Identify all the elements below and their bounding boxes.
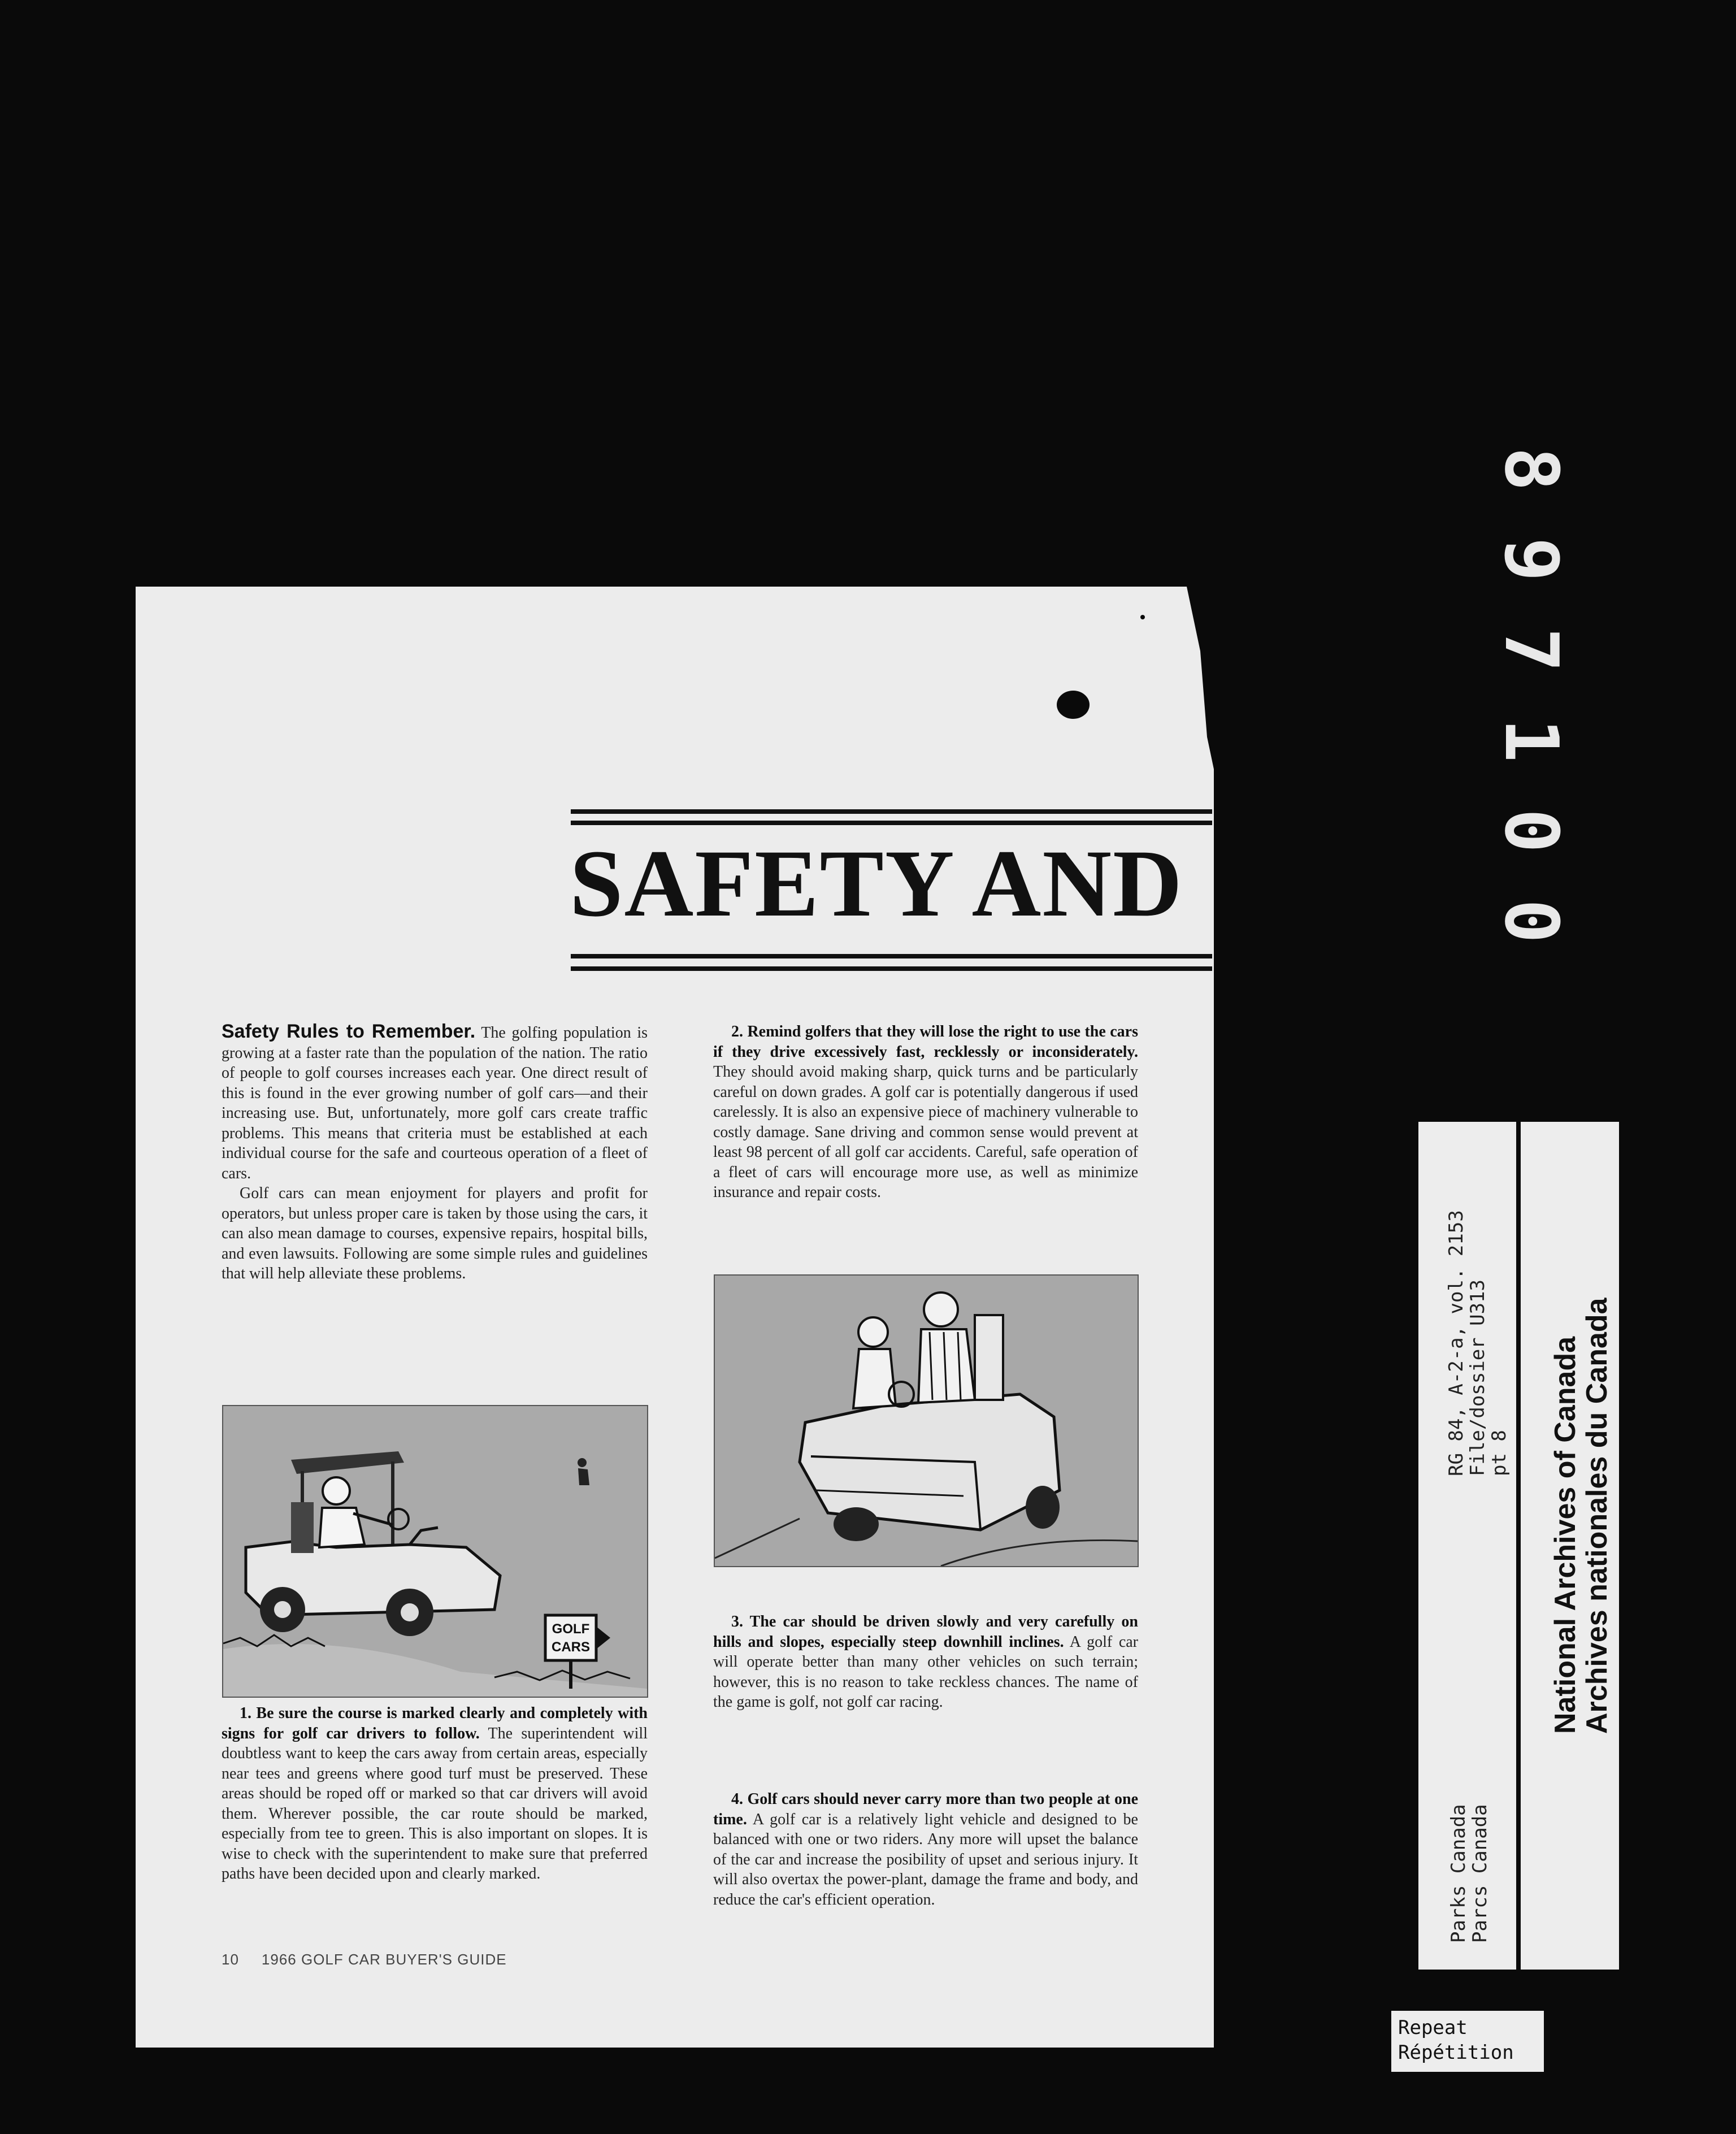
headline-rule-bottom-2 bbox=[571, 966, 1212, 971]
frame-digit: 8 bbox=[1488, 446, 1574, 492]
rule-2-text: They should avoid making sharp, quick turns and be particularly careful on down grades. A golf car is potentially dangerous if used carelessly. It is also an expensive piece of machinery vulnerable to costly damage. Sane driving and common sense would prevent at least 98 percent of all golf car accidents. Careful, safe operation of a fleet of cars will encourage more use, as well as minimize insurance and repair costs. bbox=[713, 1063, 1138, 1201]
rule-2-heading: 2. Remind golfers that they will lose the right to use the cars if they drive excessively fast, recklessly or inconsiderately. bbox=[713, 1023, 1138, 1061]
rule-1 bbox=[222, 1703, 648, 1884]
page-footer bbox=[222, 1951, 530, 1968]
golf-cars-sign-line2: CARS bbox=[551, 1639, 591, 1655]
publication-name: 1966 GOLF CAR BUYER'S GUIDE bbox=[261, 1951, 507, 1968]
intro-paragraph: The golfing population is growing at a faster rate than the population of the nation. The ratio of people to golf courses increases each year. One direct result of this is found in the ever growing number of golf cars—and their increasing use. But, unfortunately, more golf cars create traffic problems. This means that criteria must be established at each individual course for the safe and courteous operation of a fleet of cars. bbox=[222, 1024, 648, 1182]
golf-car-illustration-woman bbox=[222, 1405, 648, 1698]
agency-line: Parcs Canada bbox=[1469, 1804, 1491, 1943]
agency-name bbox=[1448, 1804, 1491, 1943]
frame-counter bbox=[1488, 430, 1574, 983]
institution-line: Archives nationales du Canada bbox=[1581, 1298, 1613, 1734]
rule-4-heading: 4. Golf cars should never carry more than two people at one time. bbox=[713, 1790, 1138, 1828]
institution-line: National Archives of Canada bbox=[1549, 1336, 1582, 1734]
section-title: Safety Rules to Remember. bbox=[222, 1021, 476, 1042]
repeat-tag bbox=[1391, 2011, 1544, 2072]
intro-section bbox=[222, 1022, 648, 1284]
frame-digit: 0 bbox=[1488, 899, 1574, 944]
archive-reference bbox=[1446, 1210, 1510, 1476]
reference-line: File/dossier U313 bbox=[1466, 1279, 1489, 1476]
headline-rule-top-2 bbox=[571, 821, 1212, 825]
intro-paragraph-2: Golf cars can mean enjoyment for players and profit for operators, but unless proper care is taken by those using the cars, it can also mean damage to courses, expensive repairs, hospital bills, and even lawsuits. Following are some simple rules and guidelines that will help alleviate these problems. bbox=[222, 1185, 648, 1282]
rule-1-heading: 1. Be sure the course is marked clearly and completely with signs for golf car drivers to follow. bbox=[222, 1704, 648, 1742]
reference-line: RG 84, A-2-a, vol. 2153 bbox=[1445, 1210, 1468, 1476]
repeat-line: Répétition bbox=[1398, 2041, 1514, 2064]
golf-cars-sign-line1: GOLF bbox=[552, 1621, 590, 1637]
speck bbox=[1140, 615, 1145, 619]
rule-4 bbox=[713, 1789, 1138, 1910]
headline-rule-bottom-1 bbox=[571, 954, 1212, 958]
frame-digit: 0 bbox=[1488, 808, 1574, 853]
institution-name bbox=[1550, 1298, 1613, 1734]
reference-line: pt 8 bbox=[1488, 1430, 1511, 1476]
rule-2 bbox=[713, 1022, 1138, 1203]
frame-digit: 1 bbox=[1488, 718, 1574, 763]
page-number: 10 bbox=[222, 1951, 239, 1968]
frame-digit: 9 bbox=[1488, 537, 1574, 582]
rule-4-text: A golf car is a relatively light vehicle and designed to be balanced with one or two riders. Any more will upset the balance of the car and increase the posibility of upset and serious injury. It will also overtax the power-plant, damage the frame and body, and reduce the car's efficient operation. bbox=[713, 1810, 1138, 1909]
golf-car-illustration-two-riders bbox=[714, 1274, 1139, 1567]
rule-3-text: A golf car will operate better than many other vehicles on such terrain; however, this is no reason to take reckless chances. The name of the game is golf, not golf car racing. bbox=[713, 1633, 1138, 1711]
headline: SAFETY AND bbox=[570, 830, 1183, 936]
headline-rule-top-1 bbox=[571, 809, 1212, 814]
rule-1-text: The superintendent will doubtless want to keep the cars away from certain areas, especially near tees and greens where good turf must be preserved. These areas should be roped off or marked so that car drivers will avoid them. Wherever possible, the car route should be marked, especially from tee to green. This is also important on slopes. It is wise to check with the superintendent to make sure that preferred paths have been decided upon and clearly marked. bbox=[222, 1724, 648, 1883]
agency-line: Parks Canada bbox=[1447, 1804, 1470, 1943]
repeat-line: Repeat bbox=[1398, 2016, 1468, 2039]
punch-hole bbox=[1057, 691, 1090, 719]
label-divider bbox=[1516, 1122, 1521, 1970]
rule-3-heading: 3. The car should be driven slowly and very carefully on hills and slopes, especially steep downhill inclines. bbox=[713, 1613, 1138, 1651]
frame-digit: 7 bbox=[1488, 627, 1574, 673]
rule-3 bbox=[713, 1612, 1138, 1712]
